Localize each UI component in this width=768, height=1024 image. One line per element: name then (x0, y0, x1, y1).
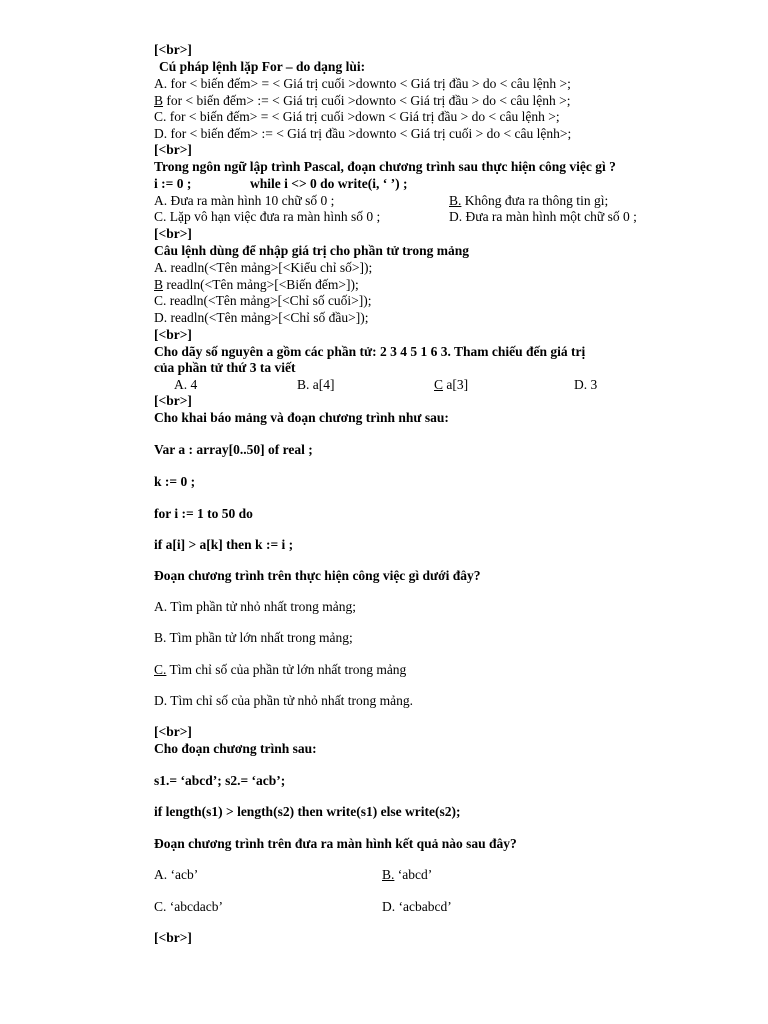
br-tag: [<br>] (154, 930, 192, 945)
option-c: C. Tìm chỉ số của phần tử lớn nhất trong mảng (154, 662, 407, 677)
question-text: Câu lệnh dùng để nhập giá trị cho phần tử trong mảng (154, 243, 470, 258)
option-b: B. ‘abcd’ (382, 867, 433, 882)
option-d: D. Tìm chỉ số của phần tử nhỏ nhất trong mảng. (154, 693, 414, 708)
option-b: B readln(<Tên mảng>[<Biến đếm>]); (154, 277, 359, 292)
option-a: A. 4 (174, 377, 198, 392)
option-c: C. Lặp vô hạn việc đưa ra màn hình số 0 ; (154, 209, 381, 224)
option-c: C a[3] (434, 377, 469, 392)
code-line: Var a : array[0..50] of real ; (154, 442, 313, 457)
br-tag: [<br>] (154, 226, 192, 241)
option-a: A. for < biến đếm> = < Giá trị cuối >downto < Giá trị đầu > do < câu lệnh >; (154, 76, 571, 91)
question-text: của phần tử thứ 3 ta viết (154, 360, 296, 375)
option-c: C. ‘abcdacb’ (154, 899, 223, 914)
question-text: Cho đoạn chương trình sau: (154, 741, 317, 756)
option-a: A. Tìm phần tử nhỏ nhất trong mảng; (154, 599, 357, 614)
option-d: D. readln(<Tên mảng>[<Chỉ số đầu>]); (154, 310, 369, 325)
br-tag: [<br>] (154, 393, 192, 408)
option-d: D. 3 (574, 377, 598, 392)
option-a: A. ‘acb’ (154, 867, 199, 882)
option-a: A. Đưa ra màn hình 10 chữ số 0 ; (154, 193, 335, 208)
br-tag: [<br>] (154, 327, 192, 342)
question-text: Cho khai báo mảng và đoạn chương trình như sau: (154, 410, 449, 425)
br-tag: [<br>] (154, 42, 192, 57)
code-line: if length(s1) > length(s2) then write(s1) else write(s2); (154, 804, 461, 819)
br-tag: [<br>] (154, 724, 192, 739)
code-line: k := 0 ; (154, 474, 196, 489)
option-b: B for < biến đếm> := < Giá trị cuối >downto < Giá trị đầu > do < câu lệnh >; (154, 93, 571, 108)
code-line: for i := 1 to 50 do (154, 506, 253, 521)
question-text: Cú pháp lệnh lặp For – do dạng lùi: (159, 59, 366, 74)
option-b: B. a[4] (297, 377, 335, 392)
option-b: B. Tìm phần tử lớn nhất trong mảng; (154, 630, 353, 645)
option-b: B. Không đưa ra thông tin gì; (449, 193, 609, 208)
option-d: D. Đưa ra màn hình một chữ số 0 ; (449, 209, 637, 224)
code-line: s1.= ‘abcd’; s2.= ‘acb’; (154, 773, 286, 788)
option-a: A. readln(<Tên mảng>[<Kiểu chỉ số>]); (154, 260, 373, 275)
question-text: Cho dãy số nguyên a gồm các phần tử: 2 3 4 5 1 6 3. Tham chiếu đến giá trị (154, 344, 586, 359)
question-text: Đoạn chương trình trên thực hiện công việc gì dưới đây? (154, 568, 481, 583)
question-text: Trong ngôn ngữ lập trình Pascal, đoạn chương trình sau thực hiện công việc gì ? (154, 159, 616, 174)
code-line: if a[i] > a[k] then k := i ; (154, 537, 294, 552)
option-c: C. readln(<Tên mảng>[<Chỉ số cuối>]); (154, 293, 372, 308)
option-c: C. for < biến đếm> = < Giá trị cuối >down < Giá trị đầu > do < câu lệnh >; (154, 109, 560, 124)
code-line: i := 0 ; (154, 176, 192, 191)
option-d: D. ‘acbabcd’ (382, 899, 452, 914)
option-d: D. for < biến đếm> := < Giá trị đầu >downto < Giá trị cuối > do < câu lệnh>; (154, 126, 572, 141)
code-line: while i <> 0 do write(i, ‘ ’) ; (250, 176, 408, 191)
question-text: Đoạn chương trình trên đưa ra màn hình kết quả nào sau đây? (154, 836, 517, 851)
br-tag: [<br>] (154, 142, 192, 157)
